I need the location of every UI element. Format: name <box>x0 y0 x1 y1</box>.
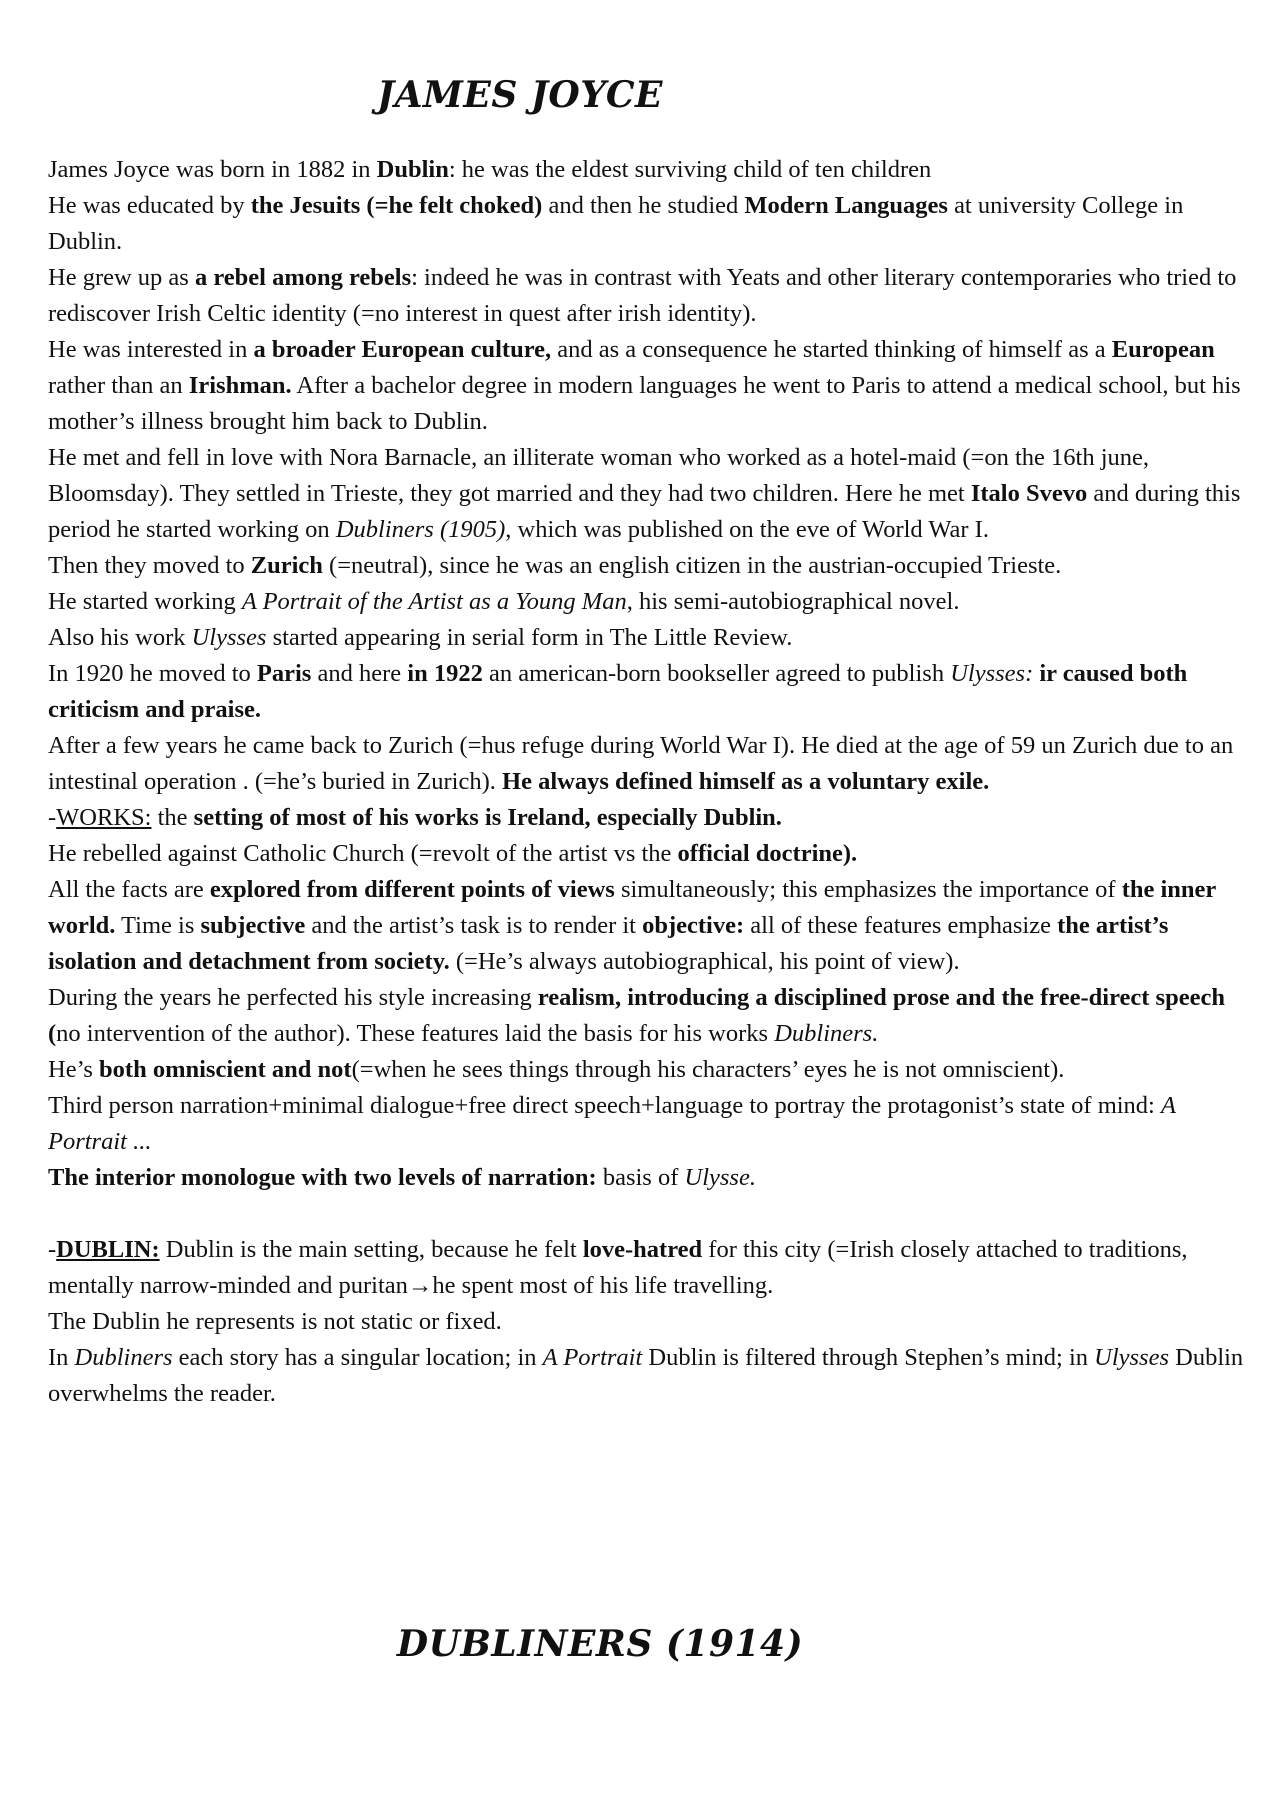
paragraph-dublin-static: The Dublin he represents is not static or fixed. <box>48 1308 502 1335</box>
paragraph-rebel: He grew up as a rebel among rebels: indeed he was in contrast with Yeats and other literary contemporaries who tried to rediscover Irish Celtic identity (=no interest in quest after irish identity). <box>48 264 1237 327</box>
dublin-heading: DUBLIN: <box>56 1236 160 1263</box>
paragraph-omniscient: He’s both omniscient and not(=when he sees things through his characters’ eyes he is not omniscient). <box>48 1056 1065 1083</box>
paragraph-paris: In 1920 he moved to Paris and here in 1922 an american-born bookseller agreed to publish Ulysses: ir caused both criticism and praise. <box>48 660 1188 723</box>
section-title-dubliners: DUBLINERS (1914) <box>396 1623 804 1665</box>
paragraph-education: He was educated by the Jesuits (=he felt choked) and then he studied Modern Languages at university College in Dublin. <box>48 192 1184 255</box>
paragraph-european: He was interested in a broader European culture, and as a consequence he started thinking of himself as a European rather than an Irishman. After a bachelor degree in modern languages he went to Paris to attend a medical school, but his mother’s illness brought him back to Dublin. <box>48 336 1241 435</box>
paragraph-zurich: Then they moved to Zurich (=neutral), since he was an english citizen in the austrian-occupied Trieste. <box>48 552 1062 579</box>
paragraph-gap <box>48 1196 1248 1232</box>
paragraph-monologue: The interior monologue with two levels of narration: basis of Ulysse. <box>48 1164 756 1191</box>
paragraph-dublin: -DUBLIN: Dublin is the main setting, because he felt love-hatred for this city (=Irish closely attached to traditions, mentally narrow-minded and puritan→he spent most of his life travelling. <box>48 1236 1188 1299</box>
paragraph-birth: James Joyce was born in 1882 in Dublin: he was the eldest surviving child of ten children <box>48 156 932 183</box>
paragraph-dublin-works: In Dubliners each story has a singular location; in A Portrait Dublin is filtered through Stephen’s mind; in Ulysses Dublin overwhelms the reader. <box>48 1344 1244 1407</box>
paragraph-nora: He met and fell in love with Nora Barnacle, an illiterate woman who worked as a hotel-maid (=on the 16th june, Bloomsday). They settled in Trieste, they got married and they had two children. Here he met Italo Svevo and during this period he started working on Dubliners (1905), which was published on the eve of World War I. <box>48 444 1241 543</box>
paragraph-exile: After a few years he came back to Zurich (=hus refuge during World War I). He died at the age of 59 un Zurich due to an intestinal operation . (=he’s buried in Zurich). He always defined himself as a voluntary exile. <box>48 732 1234 795</box>
paragraph-style: During the years he perfected his style increasing realism, introducing a disciplined prose and the free-direct speech (no intervention of the author). These features laid the basis for his works Dubliners. <box>48 984 1225 1047</box>
paragraph-works: -WORKS: the setting of most of his works is Ireland, especially Dublin. <box>48 804 782 831</box>
paragraph-points-of-view: All the facts are explored from different points of views simultaneously; this emphasizes the importance of the inner world. Time is subjective and the artist’s task is to render it objective: all of these features emphasize the artist’s isolation and detachment from society. (=He’s always autobiographical, his point of view). <box>48 876 1216 975</box>
document-body <box>48 152 1248 1412</box>
paragraph-ulysses-serial: Also his work Ulysses started appearing in serial form in The Little Review. <box>48 624 793 651</box>
paragraph-portrait: He started working A Portrait of the Artist as a Young Man, his semi-autobiographical novel. <box>48 588 960 615</box>
works-heading: WORKS: <box>56 804 152 831</box>
paragraph-church: He rebelled against Catholic Church (=revolt of the artist vs the official doctrine). <box>48 840 858 867</box>
paragraph-narration: Third person narration+minimal dialogue+free direct speech+language to portray the protagonist’s state of mind: A Portrait ... <box>48 1092 1176 1155</box>
page-title: JAMES JOYCE <box>377 74 663 116</box>
